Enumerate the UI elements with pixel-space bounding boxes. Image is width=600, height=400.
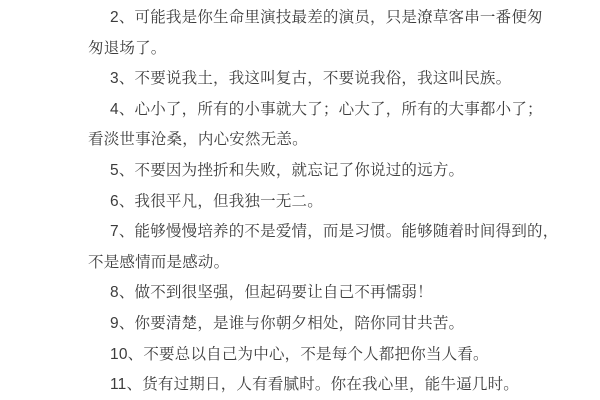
quote-item-10 <box>88 340 584 371</box>
quote-item-8 <box>88 278 584 309</box>
quote-line-wrap: 看淡世事沧桑，内心安然无恙。 <box>88 131 308 149</box>
quote-line: 6、我很平凡，但我独一无二。 <box>110 192 323 210</box>
quote-item-2 <box>88 3 584 64</box>
quote-line: 11、货有过期日，人有看腻时。你在我心里，能牛逼几时。 <box>110 376 519 394</box>
quote-line: 3、不要说我土，我这叫复古，不要说我俗，我这叫民族。 <box>110 70 512 88</box>
quote-item-6 <box>88 187 584 218</box>
quote-line: 2、可能我是你生命里演技最差的演员，只是潦草客串一番便匆 <box>110 9 543 26</box>
quote-line: 7、能够慢慢培养的不是爱情，而是习惯。能够随着时间得到的， <box>110 223 559 241</box>
quote-line-wrap: 不是感情而是感动。 <box>88 253 230 271</box>
quote-line: 8、做不到很坚强，但起码要让自己不再懦弱！ <box>110 284 433 302</box>
quote-item-11 <box>88 370 584 400</box>
quote-line: 10、不要总以自己为中心，不是每个人都把你当人看。 <box>110 345 489 363</box>
quote-item-5 <box>88 156 584 187</box>
quote-item-7 <box>88 217 584 278</box>
quote-item-4 <box>88 95 584 156</box>
quote-line-wrap: 匆退场了。 <box>88 39 167 57</box>
quote-line: 5、不要因为挫折和失败，就忘记了你说过的远方。 <box>110 161 465 179</box>
quote-line: 9、你要清楚，是谁与你朝夕相处，陪你同甘共苦。 <box>110 314 465 332</box>
quote-line: 4、心小了，所有的小事就大了；心大了，所有的大事都小了； <box>110 100 543 118</box>
quote-item-9 <box>88 309 584 340</box>
quote-item-3 <box>88 64 584 95</box>
